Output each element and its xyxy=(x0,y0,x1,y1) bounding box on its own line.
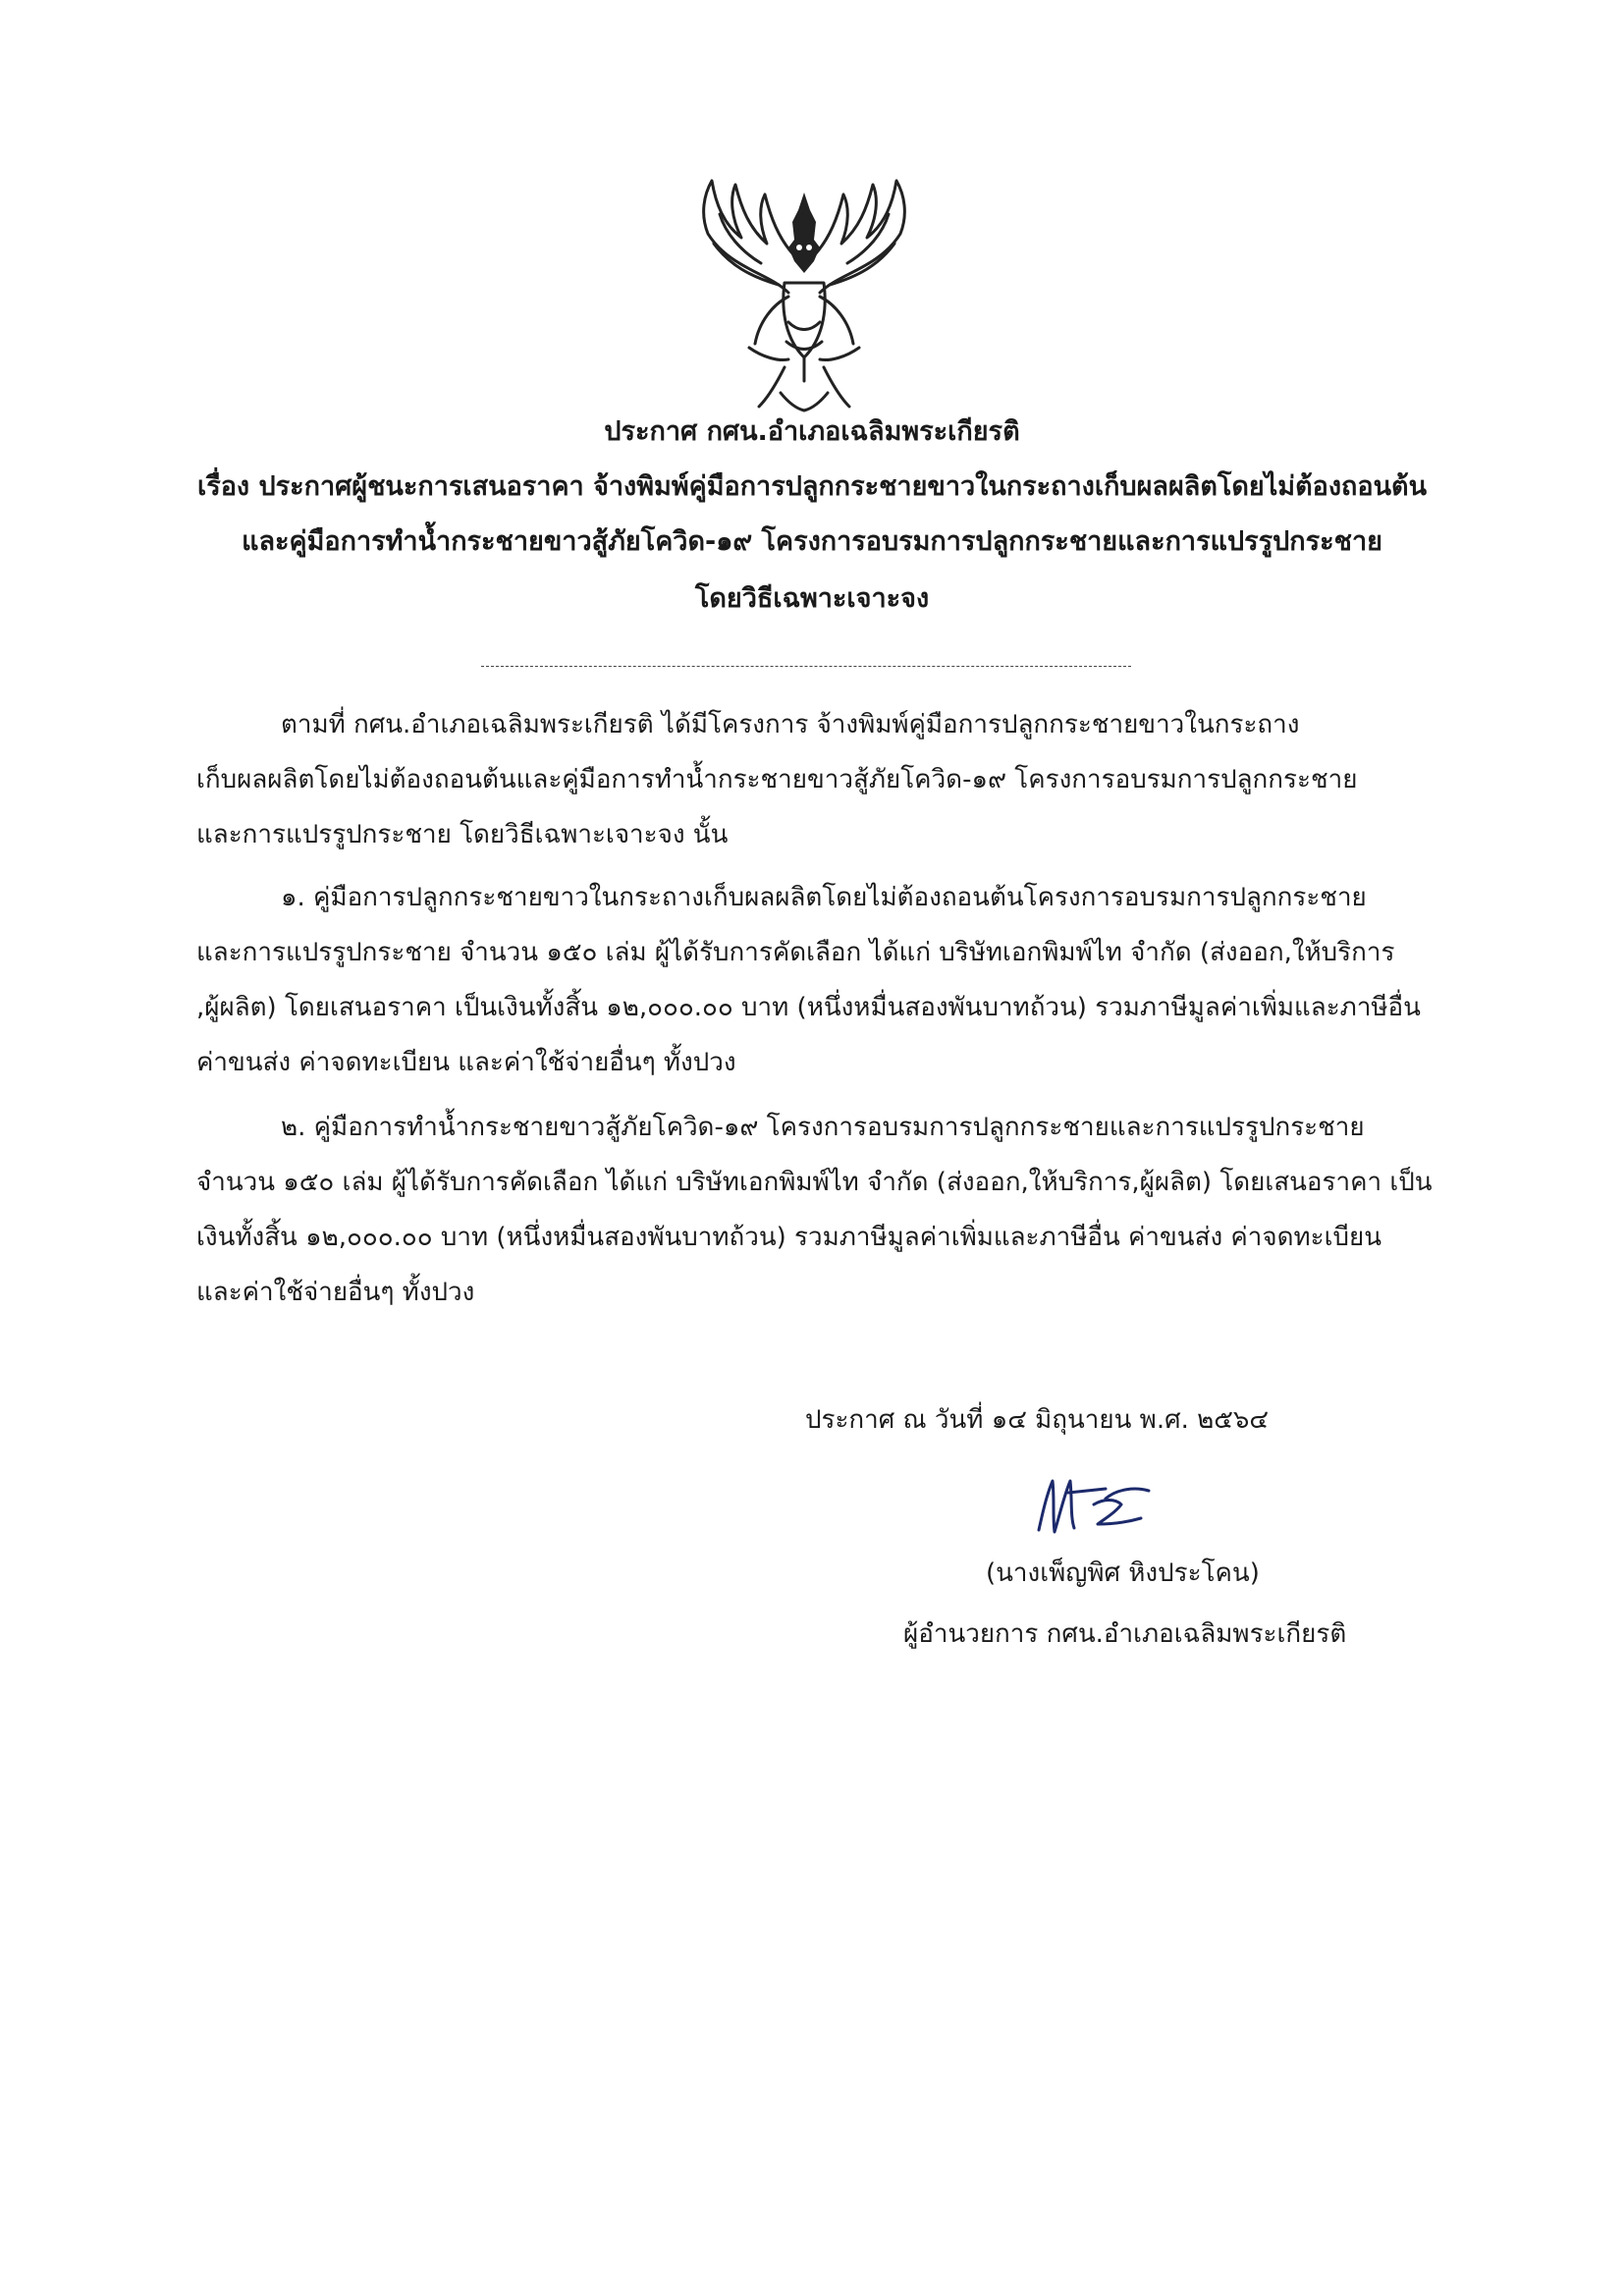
intro-line: เก็บผลผลิตโดยไม่ต้องถอนต้นและคู่มือการทำน้ำกระชายขาวสู้ภัยโควิด-๑๙ โครงการอบรมการปลูกกระชาย xyxy=(196,765,1358,794)
subject-line: และคู่มือการทำน้ำกระชายขาวสู้ภัยโควิด-๑๙ โครงการอบรมการปลูกกระชายและการแปรรูปกระชาย xyxy=(242,526,1382,557)
subject-line: โดยวิธีเฉพาะเจาะจง xyxy=(694,583,930,614)
signer-name: (นางเพ็ญพิศ หิงประโคน) xyxy=(986,1558,1260,1588)
item2-line: เงินทั้งสิ้น ๑๒,๐๐๐.๐๐ บาท (หนึ่งหมื่นสองพันบาทถ้วน) รวมภาษีมูลค่าเพิ่มและภาษีอื่น ค่าขนส่ง ค่าจดทะเบียน xyxy=(196,1223,1382,1252)
item2-line: ๒. คู่มือการทำน้ำกระชายขาวสู้ภัยโควิด-๑๙ โครงการอบรมการปลูกกระชายและการแปรรูปกระชาย xyxy=(281,1113,1365,1142)
item1-line: ,ผู้ผลิต) โดยเสนอราคา เป็นเงินทั้งสิ้น ๑๒,๐๐๐.๐๐ บาท (หนึ่งหมื่นสองพันบาทถ้วน) รวมภาษีมูลค่าเพิ่มและภาษีอื่น xyxy=(196,993,1421,1022)
item1-line: ๑. คู่มือการปลูกกระชายขาวในกระถางเก็บผลผลิตโดยไม่ต้องถอนต้นโครงการอบรมการปลูกกระชาย xyxy=(281,883,1367,912)
item1-line: และการแปรรูปกระชาย จำนวน ๑๕๐ เล่ม ผู้ได้รับการคัดเลือก ได้แก่ บริษัทเอกพิมพ์ไท จำกัด (ส่งออก,ให้บริการ xyxy=(196,938,1395,967)
announcement-date: ประกาศ ณ วันที่ ๑๔ มิถุนายน พ.ศ. ๒๕๖๔ xyxy=(805,1405,1270,1435)
signer-position: ผู้อำนวยการ กศน.อำเภอเฉลิมพระเกียรติ xyxy=(903,1619,1347,1649)
signature-mark xyxy=(1025,1469,1192,1548)
announcement-title: ประกาศ กศน.อำเภอเฉลิมพระเกียรติ xyxy=(604,416,1020,447)
subject-line: เรื่อง ประกาศผู้ชนะการเสนอราคา จ้างพิมพ์คู่มือการปลูกกระชายขาวในกระถางเก็บผลผลิตโดยไม่ต้องถอนต้น xyxy=(196,471,1428,502)
garuda-emblem-icon xyxy=(690,175,918,412)
item1-line: ค่าขนส่ง ค่าจดทะเบียน และค่าใช้จ่ายอื่นๆ ทั้งปวง xyxy=(196,1048,736,1077)
intro-line: ตามที่ กศน.อำเภอเฉลิมพระเกียรติ ได้มีโครงการ จ้างพิมพ์คู่มือการปลูกกระชายขาวในกระถาง xyxy=(281,710,1300,739)
item2-line: และค่าใช้จ่ายอื่นๆ ทั้งปวง xyxy=(196,1278,475,1307)
divider xyxy=(481,666,1131,667)
intro-line: และการแปรรูปกระชาย โดยวิธีเฉพาะเจาะจง นั้น xyxy=(196,820,729,849)
item2-line: จำนวน ๑๕๐ เล่ม ผู้ได้รับการคัดเลือก ได้แก่ บริษัทเอกพิมพ์ไท จำกัด (ส่งออก,ให้บริการ,ผู้ผลิต) โดยเสนอราคา เป็น xyxy=(196,1168,1433,1197)
